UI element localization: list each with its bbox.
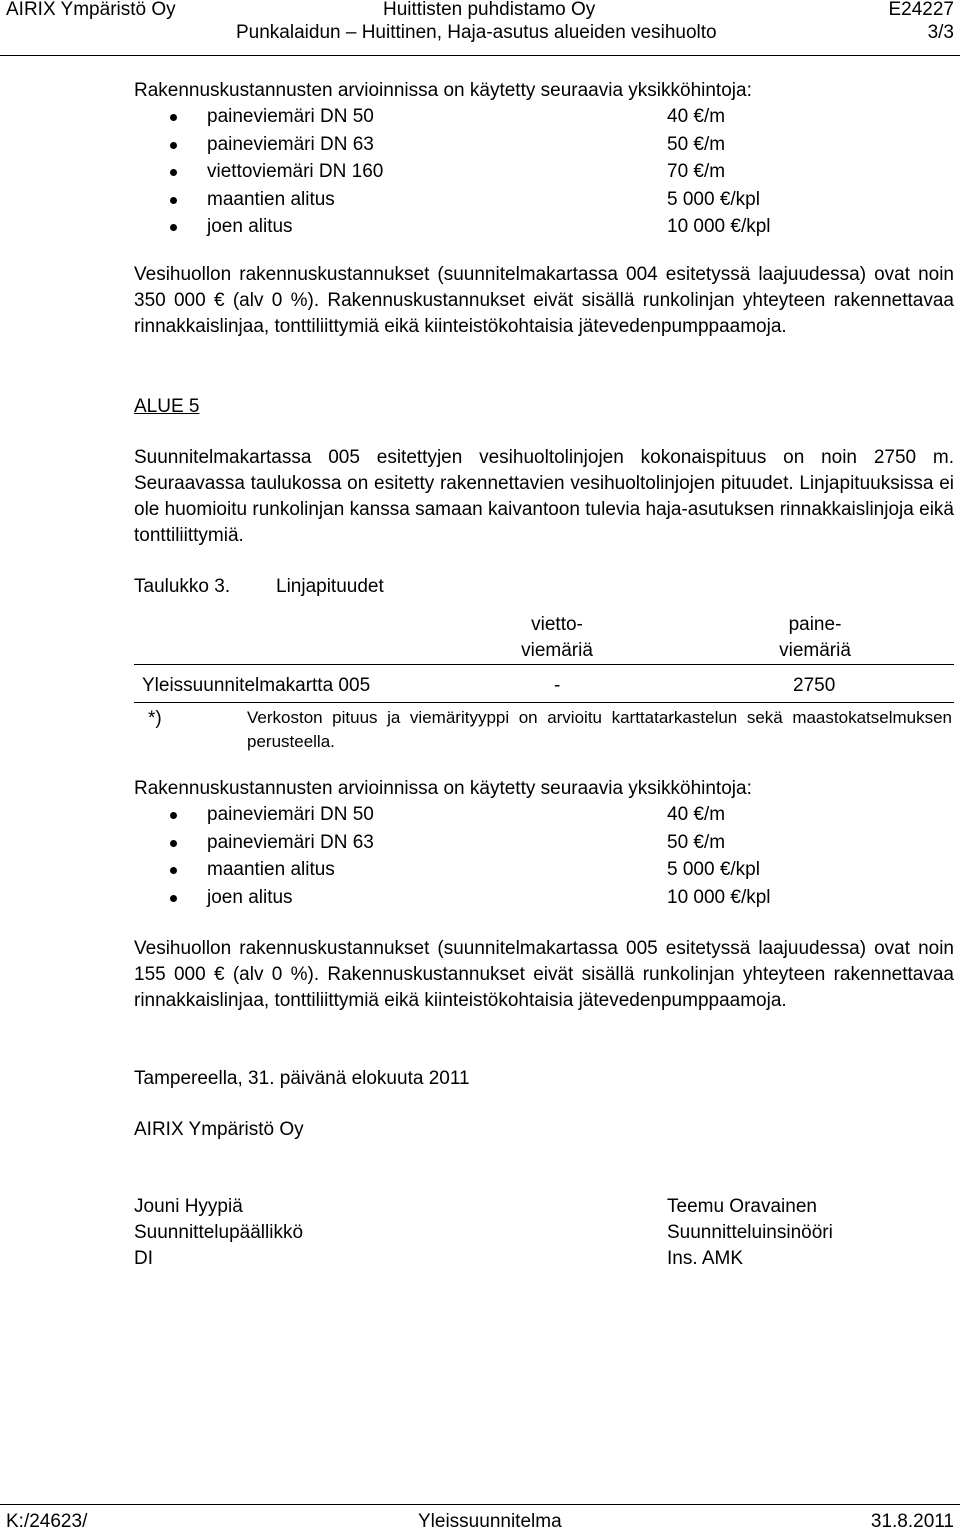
- table-header-viettoviemaria: [487, 612, 627, 664]
- footer-document: Yleissuunnitelma: [418, 1511, 562, 1532]
- bullet-icon: [170, 224, 177, 231]
- price-item-value: 70 €/m: [667, 161, 726, 182]
- footer-path: K:/24623/: [6, 1511, 88, 1532]
- signer-2-title: Suunnitteluinsinööri: [667, 1222, 833, 1243]
- header-rule: [0, 55, 960, 56]
- price-item-value: 10 000 €/kpl: [667, 216, 771, 237]
- footer-date: 31.8.2011: [870, 1511, 954, 1532]
- bullet-icon: [170, 197, 177, 204]
- table-cell-viettoviemaria: -: [554, 675, 561, 696]
- table-cell-paineviemaria: 2750: [793, 675, 836, 696]
- table-header-rule: [134, 664, 954, 665]
- header-code: E24227: [888, 0, 954, 20]
- closing-company: AIRIX Ympäristö Oy: [134, 1119, 304, 1140]
- list-item: [134, 830, 954, 858]
- signer-2-degree: Ins. AMK: [667, 1248, 744, 1269]
- unit-price-list-2: [134, 802, 954, 912]
- section-heading-alue-5: ALUE 5: [134, 396, 200, 417]
- table-row-rule: [134, 702, 954, 703]
- list-item: [134, 104, 954, 132]
- list-item: [134, 159, 954, 187]
- cost-paragraph-area-4: Vesihuollon rakennuskustannukset (suunnitelmakartassa 004 esitetyssä laajuudessa) ovat noin 350 000 € (alv 0 %). Rakennuskustannukset eivät sisällä runkolinjan yhteyteen rakennettavaa rinnakkaislinjaa, tonttiliittymiä eikä kiinteistökohtaisia jätevedenpumppaamoja.: [134, 264, 954, 337]
- cost-paragraph-area-5: Vesihuollon rakennuskustannukset (suunnitelmakartassa 005 esitetyssä laajuudessa) ovat noin 155 000 € (alv 0 %). Rakennuskustannukset eivät sisällä runkolinjan yhteyteen rakennettavaa rinnakkaislinjaa, tonttiliittymiä eikä kiinteistökohtaisia jätevedenpumppaamoja.: [134, 938, 954, 1011]
- header-subtitle: Punkalaidun – Huittinen, Haja-asutus alueiden vesihuolto: [236, 22, 717, 43]
- price-item-name: maantien alitus: [207, 859, 335, 880]
- alue-5-paragraph: Suunnitelmakartassa 005 esitettyjen vesihuoltolinjojen kokonaispituus on noin 2750 m. Seuraavassa taulukossa on esitetty rakennettavien vesihuoltolinjojen pituudet. Linjapituuksissa ei ole huomioitu runkolinjan kanssa samaan kaivantoon tulevia haja-asutuksen rinnakkaislinjoja eikä tonttiliittymiä.: [134, 447, 954, 546]
- bullet-icon: [170, 812, 177, 819]
- signer-1-name: Jouni Hyypiä: [134, 1196, 243, 1217]
- list-item: [134, 214, 954, 242]
- list-item: [134, 885, 954, 913]
- header-page-number: 3/3: [927, 22, 954, 43]
- header-company: AIRIX Ympäristö Oy: [6, 0, 176, 20]
- price-item-name: paineviemäri DN 63: [207, 831, 374, 853]
- unit-price-intro: Rakennuskustannusten arvioinnissa on käytetty seuraavia yksikköhintoja:: [134, 80, 752, 101]
- unit-price-intro-2: Rakennuskustannusten arvioinnissa on käytetty seuraavia yksikköhintoja:: [134, 778, 752, 799]
- table-header-paineviemaria: [745, 612, 885, 664]
- list-item: [134, 857, 954, 885]
- price-item-name: paineviemäri DN 63: [207, 133, 374, 155]
- price-item-value: 50 €/m: [667, 831, 726, 853]
- price-item-value: 5 000 €/kpl: [667, 188, 760, 210]
- signer-1-title: Suunnittelupäällikkö: [134, 1222, 304, 1243]
- price-item-name: paineviemäri DN 50: [207, 804, 374, 825]
- price-item-value: 40 €/m: [667, 804, 726, 825]
- price-item-value: 50 €/m: [667, 133, 726, 155]
- price-item-value: 10 000 €/kpl: [667, 886, 771, 908]
- table-header-line: viemäriä: [521, 640, 593, 661]
- signer-2-name: Teemu Oravainen: [667, 1196, 817, 1217]
- bullet-icon: [170, 114, 177, 121]
- price-item-name: joen alitus: [207, 886, 293, 908]
- price-item-name: maantien alitus: [207, 188, 335, 210]
- price-item-name: joen alitus: [207, 216, 293, 237]
- price-item-name: viettoviemäri DN 160: [207, 161, 384, 182]
- bullet-icon: [170, 840, 177, 847]
- unit-price-list: [134, 104, 954, 242]
- price-item-value: 40 €/m: [667, 106, 726, 127]
- price-item-value: 5 000 €/kpl: [667, 859, 760, 880]
- table-header-line: viemäriä: [779, 640, 851, 661]
- bullet-icon: [170, 142, 177, 149]
- footer-rule: [0, 1504, 960, 1505]
- signer-1-degree: DI: [134, 1248, 153, 1269]
- place-and-date: Tampereella, 31. päivänä elokuuta 2011: [134, 1068, 470, 1089]
- header-project: Huittisten puhdistamo Oy: [383, 0, 596, 20]
- bullet-icon: [170, 895, 177, 902]
- list-item: [134, 187, 954, 215]
- table-header-line: paine-: [788, 614, 842, 635]
- table-row-label: Yleissuunnitelmakartta 005: [142, 675, 371, 696]
- price-item-name: paineviemäri DN 50: [207, 106, 374, 127]
- table-caption-number: Taulukko 3.: [134, 576, 231, 597]
- table-note-key: *): [148, 708, 162, 729]
- table-caption-title: Linjapituudet: [276, 576, 384, 597]
- table-note-text: Verkoston pituus ja viemärityyppi on arvioitu karttatarkastelun sekä maastokatselmuksen perusteella.: [247, 708, 952, 751]
- list-item: [134, 802, 954, 830]
- bullet-icon: [170, 169, 177, 176]
- table-header-line: vietto-: [531, 614, 583, 635]
- list-item: [134, 132, 954, 160]
- bullet-icon: [170, 867, 177, 874]
